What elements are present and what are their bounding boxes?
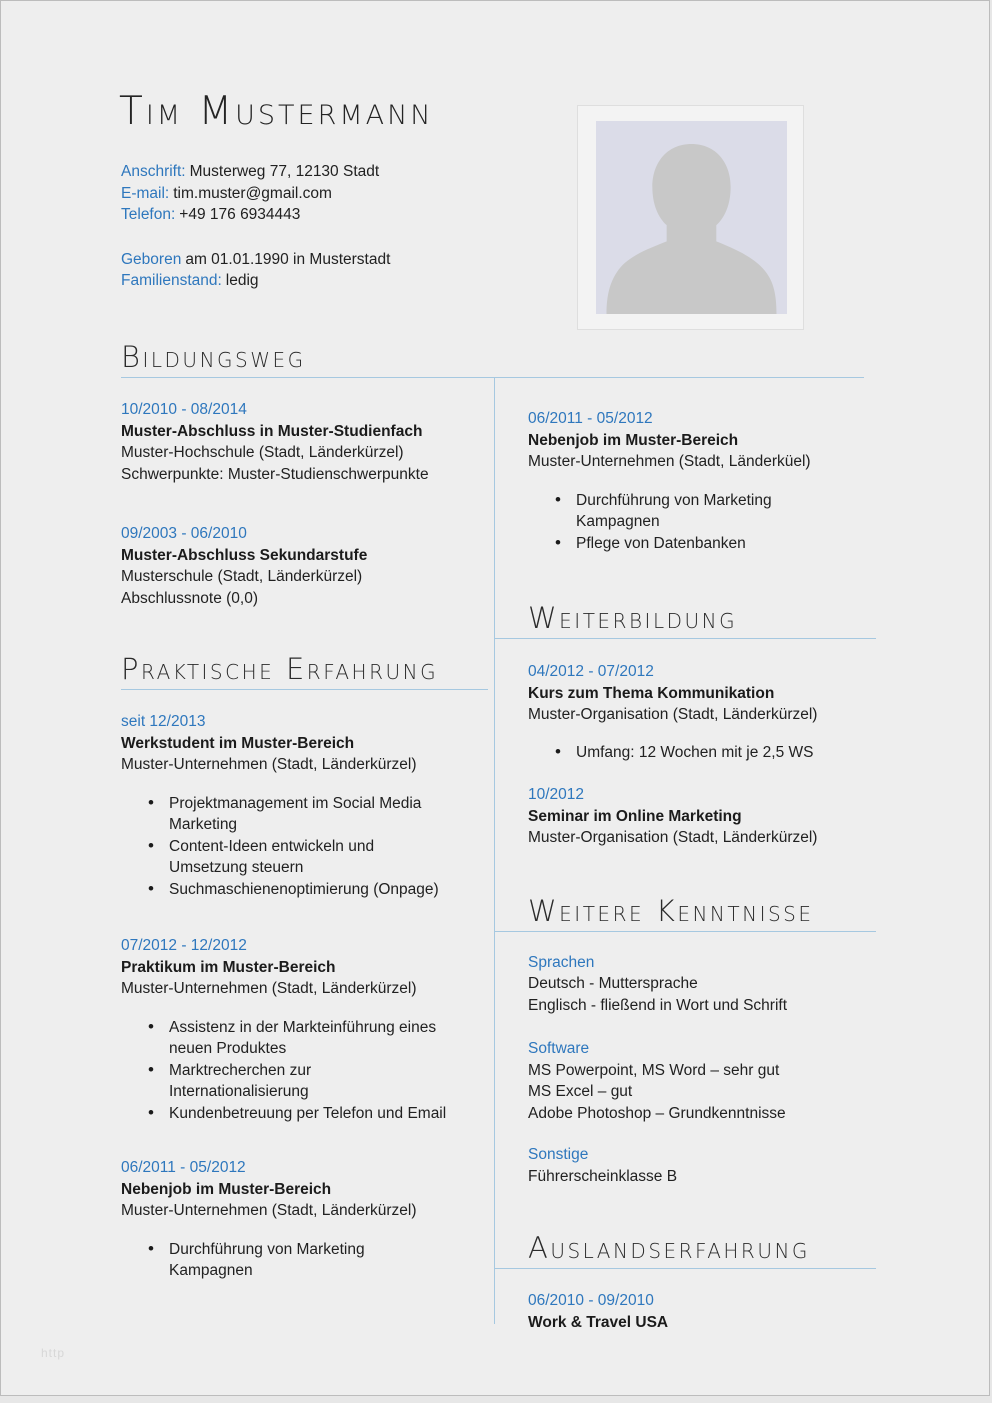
skill-line: MS Powerpoint, MS Word – sehr gut bbox=[528, 1061, 780, 1079]
bullet-item: • Assistenz in der Markteinführung eines neuen Produktes bbox=[121, 1017, 488, 1060]
entry-line: Muster-Hochschule (Stadt, Länderkürzel) bbox=[121, 444, 404, 461]
bullet-item: • Suchmaschienenoptimierung (Onpage) bbox=[121, 879, 488, 901]
contact-born bbox=[121, 249, 390, 271]
section-heading-weiterbildung: Weiterbildung bbox=[528, 601, 738, 635]
training-entry bbox=[528, 661, 876, 763]
section-heading-praktische-erfahrung: Praktische Erfahrung bbox=[121, 652, 439, 686]
education-entry bbox=[121, 523, 488, 609]
contact-value: Musterweg 77, 12130 Stadt bbox=[189, 163, 380, 180]
bullet-item: • Content-Ideen entwickeln und Umsetzung steuern bbox=[121, 836, 488, 879]
side-job-entry bbox=[528, 408, 876, 554]
entry-line: Muster-Unternehmen (Stadt, Länderküel) bbox=[528, 453, 811, 470]
contact-email bbox=[121, 183, 390, 205]
contact-value: ledig bbox=[225, 272, 259, 289]
bullet-item: • Umfang: 12 Wochen mit je 2,5 WS bbox=[528, 742, 876, 764]
bullet-list bbox=[121, 793, 488, 901]
entry-line: Muster-Unternehmen (Stadt, Länderkürzel) bbox=[121, 1202, 417, 1219]
contact-marital bbox=[121, 270, 390, 292]
bullet-list bbox=[528, 490, 876, 555]
skill-group-sonstige bbox=[528, 1144, 876, 1187]
section-heading-weitere-kenntnisse: Weitere Kenntnisse bbox=[528, 893, 814, 928]
skill-group-software bbox=[528, 1038, 876, 1124]
entry-title: Work & Travel USA bbox=[528, 1313, 669, 1331]
bullet-list bbox=[121, 1017, 488, 1125]
skill-line: Englisch - fließend in Wort und Schrift bbox=[528, 996, 788, 1014]
entry-title: Seminar im Online Marketing bbox=[528, 807, 742, 825]
watermark-http: http bbox=[41, 1346, 66, 1360]
entry-line: Musterschule (Stadt, Länderkürzel) bbox=[121, 568, 363, 585]
contact-label: Telefon: bbox=[121, 206, 176, 223]
contact-label: E-mail: bbox=[121, 184, 170, 202]
section-rule bbox=[495, 638, 876, 639]
bullet-list bbox=[121, 1239, 488, 1282]
contact-label: Familienstand: bbox=[121, 272, 222, 289]
education-entry bbox=[121, 399, 488, 485]
section-heading-bildungsweg: Bildungsweg bbox=[121, 340, 306, 374]
entry-line: Muster-Unternehmen (Stadt, Länderkürzel) bbox=[121, 756, 417, 773]
contact-block bbox=[121, 161, 390, 292]
photo-placeholder bbox=[596, 121, 787, 314]
portrait-silhouette-icon bbox=[596, 121, 787, 314]
experience-entry bbox=[121, 711, 488, 900]
entry-date: seit 12/2013 bbox=[121, 713, 206, 730]
bullet-item: • Projektmanagement im Social Media Marketing bbox=[121, 793, 488, 836]
bullet-item: • Durchführung von Marketing Kampagnen bbox=[121, 1239, 488, 1282]
bullet-item: • Durchführung von Marketing Kampagnen bbox=[528, 490, 876, 533]
contact-label: Anschrift: bbox=[121, 163, 186, 180]
spacer bbox=[121, 226, 390, 249]
section-rule bbox=[495, 1268, 876, 1269]
entry-date: 06/2011 - 05/2012 bbox=[528, 410, 653, 427]
experience-entry bbox=[121, 1157, 488, 1282]
skill-group-label: Software bbox=[528, 1040, 590, 1057]
bullet-item: • Marktrecherchen zur Internationalisierung bbox=[121, 1060, 488, 1103]
section-rule bbox=[121, 377, 864, 378]
entry-date: 04/2012 - 07/2012 bbox=[528, 663, 654, 680]
contact-value: tim.muster@gmail.com bbox=[173, 184, 332, 202]
contact-phone bbox=[121, 204, 390, 226]
entry-title: Muster-Abschluss Sekundarstufe bbox=[121, 546, 368, 564]
page-title: Tim Mustermann bbox=[119, 89, 434, 134]
entry-title: Nebenjob im Muster-Bereich bbox=[121, 1180, 332, 1198]
experience-entry bbox=[121, 935, 488, 1124]
entry-title: Muster-Abschluss in Muster-Studienfach bbox=[121, 422, 423, 440]
entry-line: Muster-Organisation (Stadt, Länderkürzel) bbox=[528, 706, 818, 723]
skill-line: Deutsch - Muttersprache bbox=[528, 975, 698, 992]
skill-group-label: Sprachen bbox=[528, 953, 595, 971]
entry-title: Nebenjob im Muster-Bereich bbox=[528, 431, 739, 449]
section-rule bbox=[121, 689, 488, 690]
column-divider bbox=[494, 378, 495, 1324]
skill-line: Adobe Photoshop – Grundkenntnisse bbox=[528, 1104, 786, 1122]
entry-title: Praktikum im Muster-Bereich bbox=[121, 958, 336, 976]
left-column bbox=[121, 399, 488, 1282]
skill-line: MS Excel – gut bbox=[528, 1083, 633, 1100]
bullet-item: • Pflege von Datenbanken bbox=[528, 533, 876, 555]
entry-date: 07/2012 - 12/2012 bbox=[121, 937, 247, 954]
entry-line: Muster-Organisation (Stadt, Länderkürzel) bbox=[528, 829, 818, 846]
entry-date: 06/2011 - 05/2012 bbox=[121, 1159, 246, 1176]
skill-group-sprachen bbox=[528, 952, 876, 1017]
contact-label: Geboren bbox=[121, 250, 182, 268]
bullet-list bbox=[528, 742, 876, 764]
section-rule bbox=[495, 931, 876, 932]
entry-line: Muster-Unternehmen (Stadt, Länderkürzel) bbox=[121, 980, 417, 997]
entry-date: 09/2003 - 06/2010 bbox=[121, 525, 247, 542]
photo-frame bbox=[577, 105, 804, 330]
training-entry bbox=[528, 784, 876, 849]
entry-date: 10/2012 bbox=[528, 786, 585, 803]
section-heading-auslandserfahrung: Auslandserfahrung bbox=[528, 1231, 810, 1265]
abroad-entry bbox=[528, 1290, 876, 1333]
entry-title: Kurs zum Thema Kommunikation bbox=[528, 684, 775, 702]
entry-line: Abschlussnote (0,0) bbox=[121, 589, 258, 607]
entry-line: Schwerpunkte: Muster-Studienschwerpunkte bbox=[121, 465, 429, 483]
right-column bbox=[528, 408, 876, 1333]
contact-value: +49 176 6934443 bbox=[179, 206, 301, 223]
contact-address bbox=[121, 161, 390, 183]
entry-date: 06/2010 - 09/2010 bbox=[528, 1292, 654, 1309]
entry-title: Werkstudent im Muster-Bereich bbox=[121, 734, 355, 752]
entry-date: 10/2010 - 08/2014 bbox=[121, 401, 247, 418]
skill-group-label: Sonstige bbox=[528, 1146, 589, 1163]
bullet-item: • Kundenbetreuung per Telefon und Email bbox=[121, 1103, 488, 1125]
contact-value: am 01.01.1990 in Musterstadt bbox=[185, 250, 391, 268]
skill-line: Führerscheinklasse B bbox=[528, 1167, 678, 1185]
